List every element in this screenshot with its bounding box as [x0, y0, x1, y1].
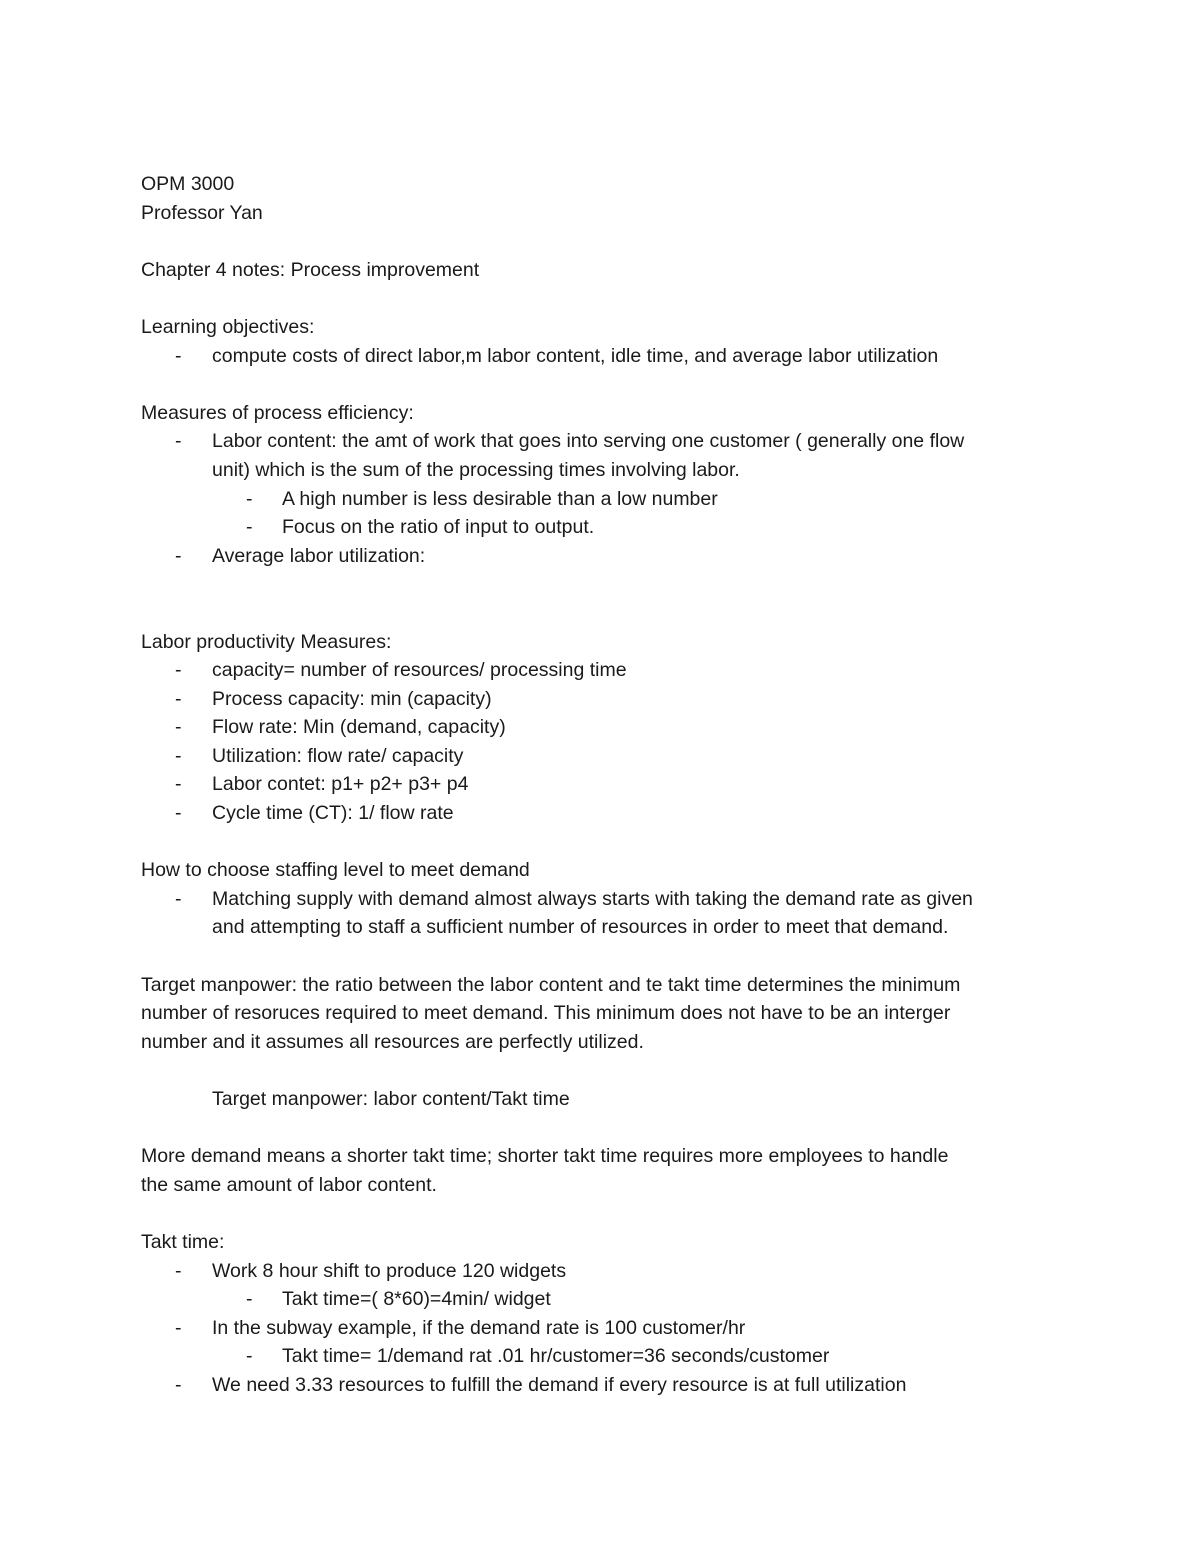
bullet-dash: -	[175, 744, 182, 767]
target-manpower-paragraph-line: number of resoruces required to meet demand. This minimum does not have to be an interger	[141, 1002, 951, 1025]
list-item: - In the subway example, if the demand rate is 100 customer/hr	[141, 1314, 1071, 1343]
bullet-dash: -	[175, 344, 182, 367]
list-item: - Labor content: the amt of work that goes into serving one customer ( generally one flow	[141, 427, 1071, 456]
bullet-dash: -	[175, 1259, 182, 1282]
bullet-dash: -	[175, 773, 182, 796]
chapter-title: Chapter 4 notes: Process improvement	[141, 258, 480, 281]
list-item: - We need 3.33 resources to fulfill the demand if every resource is at full utilization	[141, 1371, 1071, 1400]
sub-list-item: - Takt time=( 8*60)=4min/ widget	[141, 1285, 1071, 1314]
list-item: - Labor contet: p1+ p2+ p3+ p4	[141, 770, 1071, 799]
list-item: - Work 8 hour shift to produce 120 widgets	[141, 1257, 1071, 1286]
list-item: - Flow rate: Min (demand, capacity)	[141, 713, 1071, 742]
bullet-dash: -	[175, 1373, 182, 1396]
sub-list-item: - Focus on the ratio of input to output.	[141, 513, 1071, 542]
bullet-dash: -	[246, 1345, 253, 1368]
professor-name: Professor Yan	[141, 201, 263, 224]
list-item-continuation: and attempting to staff a sufficient number of resources in order to meet that demand.	[212, 916, 949, 939]
list-item: - Utilization: flow rate/ capacity	[141, 742, 1071, 771]
list-item: - compute costs of direct labor,m labor content, idle time, and average labor utilization	[141, 342, 1071, 371]
sub-list-item: - Takt time= 1/demand rat .01 hr/customer=36 seconds/customer	[141, 1342, 1071, 1371]
notes-body	[141, 170, 1071, 1400]
bullet-dash: -	[175, 544, 182, 567]
staffing-heading: How to choose staffing level to meet demand	[141, 859, 530, 882]
sub-list-item: - A high number is less desirable than a low number	[141, 485, 1071, 514]
bullet-dash: -	[175, 887, 182, 910]
bullet-dash: -	[175, 430, 182, 453]
list-item: - Cycle time (CT): 1/ flow rate	[141, 799, 1071, 828]
bullet-dash: -	[175, 1316, 182, 1339]
bullet-dash: -	[246, 1288, 253, 1311]
bullet-dash: -	[175, 687, 182, 710]
list-item: - Average labor utilization:	[141, 542, 1071, 571]
list-item-continuation: unit) which is the sum of the processing times involving labor.	[212, 458, 740, 481]
takt-heading: Takt time:	[141, 1230, 225, 1253]
learning-objectives-heading: Learning objectives:	[141, 315, 315, 338]
efficiency-heading: Measures of process efficiency:	[141, 401, 414, 424]
target-manpower-paragraph-line: number and it assumes all resources are perfectly utilized.	[141, 1030, 644, 1053]
productivity-heading: Labor productivity Measures:	[141, 630, 392, 653]
course-code: OPM 3000	[141, 173, 235, 195]
demand-note-line: the same amount of labor content.	[141, 1173, 437, 1196]
bullet-dash: -	[246, 516, 253, 539]
target-manpower-formula: Target manpower: labor content/Takt time	[212, 1088, 570, 1110]
bullet-dash: -	[175, 716, 182, 739]
list-item: - capacity= number of resources/ processing time	[141, 656, 1071, 685]
demand-note-line: More demand means a shorter takt time; shorter takt time requires more employees to handle	[141, 1145, 949, 1168]
bullet-dash: -	[175, 802, 182, 825]
list-item: - Process capacity: min (capacity)	[141, 685, 1071, 714]
list-item: - Matching supply with demand almost always starts with taking the demand rate as given	[141, 885, 1071, 914]
target-manpower-paragraph-line: Target manpower: the ratio between the labor content and te takt time determines the minimum	[141, 973, 961, 996]
bullet-dash: -	[175, 659, 182, 682]
bullet-dash: -	[246, 487, 253, 510]
